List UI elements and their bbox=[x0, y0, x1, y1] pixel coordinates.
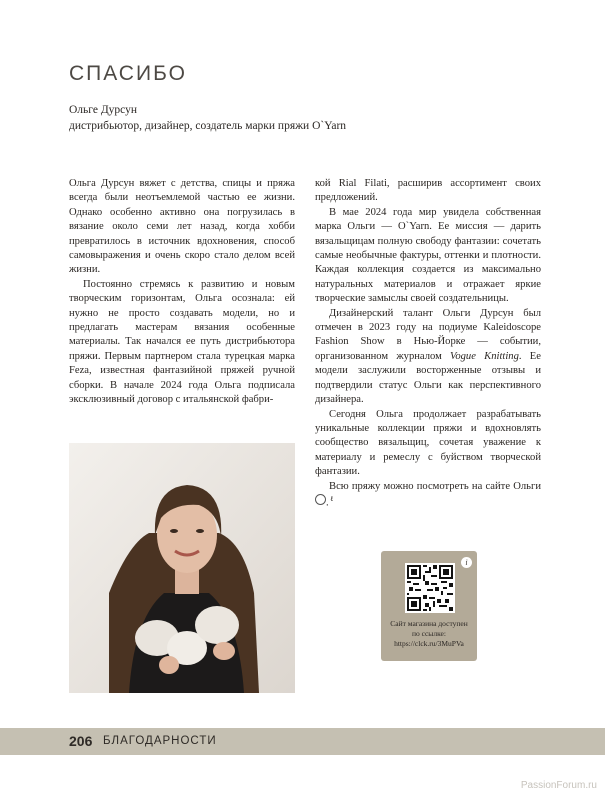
paragraph-text: . bbox=[326, 497, 329, 509]
person-role: дистрибьютор, дизайнер, создатель марки пряжи O`Yarn bbox=[69, 120, 347, 132]
paragraph bbox=[315, 307, 541, 408]
person-name: Ольге Дурсун bbox=[69, 104, 138, 116]
paragraph: Ольга Дурсун вяжет с детства, спицы и пряжа всегда были неотъемлемой частью ее жизни. Однако особенно активно она погрузилась в вязание около семи лет назад, когда хобби превратилось в источник вдохновения, способ самовыражения и очень скоро стало делом всей жизни. bbox=[69, 178, 295, 276]
paragraph bbox=[315, 480, 541, 511]
qr-caption-line: по ссылке: bbox=[412, 629, 446, 638]
info-icon: i bbox=[461, 557, 472, 568]
paragraph-text: Всю пряжу можно посмотреть на сайте Ольги bbox=[329, 480, 541, 492]
paragraph: В мае 2024 года мир увидела собственная марка Ольги — O`Yarn. Ее миссия — дарить вязальщицам полную свободу фантазии: сочетать самые необычные фактуры, оттенки и плотности. Каждая коллекция создается из максимально натуральных материалов и отражает яркие творческие замыслы своей создательницы. bbox=[315, 206, 541, 305]
portrait-photo bbox=[69, 443, 295, 693]
paragraph-text: . Ее модели заслужили восторженные отзывы и подтвердили статус Ольги как перспективного дизайнера. bbox=[315, 350, 541, 406]
section-title: БЛАГОДАРНОСТИ bbox=[103, 735, 217, 747]
qr-caption-line: Сайт магазина доступен bbox=[390, 619, 468, 628]
qr-caption bbox=[385, 619, 473, 649]
page-title: СПАСИБО bbox=[69, 62, 187, 85]
paragraph: Постоянно стремясь к развитию и новым творческим горизонтам, Ольга осознала: ей нужно не просто создавать модели, но и предлагать мастерам вязания особенные материалы. Так начался ее путь дистрибьютора пряжи. Первым партнером стала турецкая марка Feza, известная фантазийной пряжей ручной сборки. В начале 2024 года Ольга подписала эксклюзивный договор с итальянской фабри- bbox=[69, 278, 295, 406]
paragraph: кой Rial Filati, расширив ассортимент своих предложений. bbox=[315, 178, 541, 204]
qr-code[interactable] bbox=[405, 563, 455, 613]
page-number: 206 bbox=[69, 733, 93, 749]
right-column bbox=[315, 177, 541, 511]
link-icon[interactable]: ℓ bbox=[315, 494, 326, 505]
page-footer bbox=[0, 728, 605, 755]
magazine-name: Vogue Knitting bbox=[450, 350, 519, 362]
paragraph: Сегодня Ольга продолжает разрабатывать уникальные коллекции пряжи и вдохновлять сообщество вязальщиц, сочетая уважение к материалу и ремеслу с буйством творческой фантазии. bbox=[315, 408, 541, 478]
left-column bbox=[69, 177, 295, 408]
qr-code-image bbox=[407, 565, 453, 611]
qr-link[interactable]: https://clck.ru/3MuPVa bbox=[394, 639, 464, 648]
portrait-illustration bbox=[69, 443, 295, 693]
paragraph-text: Дизайнерский талант Ольги Дурсун был отмечен в 2023 году на подиуме Kaleidoscope Fashion Show в Нью-Йорке — событии, организованном журналом bbox=[315, 307, 541, 362]
watermark: PassionForum.ru bbox=[520, 780, 597, 791]
qr-card bbox=[381, 551, 477, 661]
